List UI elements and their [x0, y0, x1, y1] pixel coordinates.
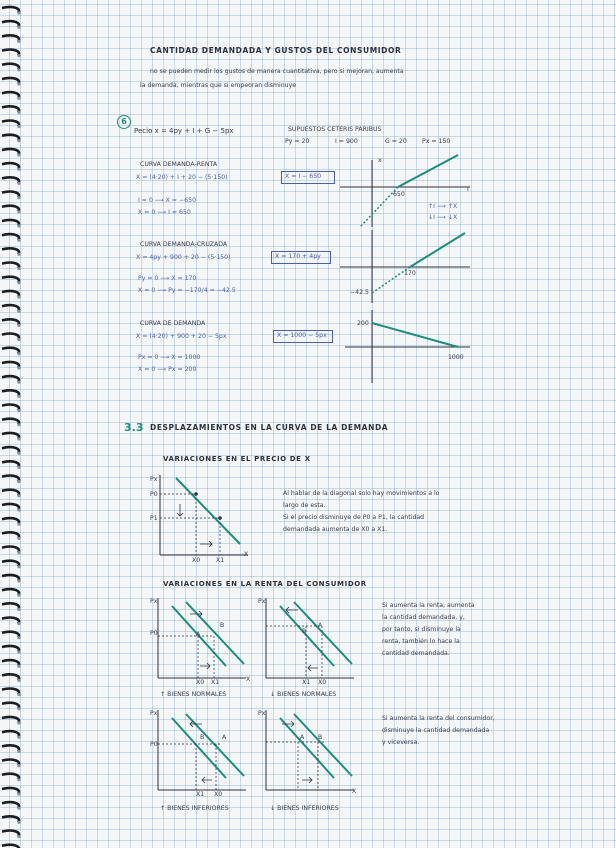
section-c-point-2: X = 0 ⟶ Px = 200	[138, 366, 197, 373]
spiral-hole	[17, 466, 20, 469]
spiral-hole	[17, 295, 20, 298]
spiral-ring	[2, 731, 19, 737]
g1-x0: X0	[196, 679, 205, 686]
sub1-text-1: Al hablar de la diagonal solo hay movimientos a lo	[283, 490, 440, 497]
spiral-ring	[2, 7, 19, 13]
spiral-ring	[2, 35, 19, 41]
spiral-ring	[2, 774, 19, 780]
g3-p0: P0	[150, 741, 158, 748]
section-3-3-number: 3.3	[124, 421, 144, 434]
spiral-hole	[17, 807, 20, 810]
spiral-ring	[2, 348, 19, 354]
spiral-hole	[17, 182, 20, 185]
graph-demanda-renta	[340, 155, 480, 230]
page-title: CANTIDAD DEMANDADA Y GUSTOS DEL CONSUMIDOR	[150, 46, 402, 55]
section-b-result: X = 170 + 4py	[275, 253, 321, 260]
spiral-ring	[2, 490, 19, 496]
spiral-ring	[2, 121, 19, 127]
sub1-text-3: Si el precio disminuye de P0 a P1, la cantidad	[283, 514, 425, 521]
sub1-x1: X1	[216, 557, 225, 564]
spiral-hole	[17, 480, 20, 483]
spiral-ring	[2, 788, 19, 794]
spiral-hole	[17, 736, 20, 739]
spiral-hole	[17, 267, 20, 270]
graph-inferior-down	[258, 708, 358, 798]
g1-x: X	[246, 676, 251, 683]
spiral-hole	[17, 594, 20, 597]
graph-c-label-2: 1000	[448, 354, 464, 361]
graph-c-label: 200	[357, 320, 369, 327]
spiral-ring	[2, 646, 19, 652]
sub2-text-8: y viceversa.	[382, 739, 420, 746]
spiral-ring	[2, 660, 19, 666]
spiral-hole	[17, 494, 20, 497]
g1-x1: X1	[211, 679, 220, 686]
sub2-title: VARIACIONES EN LA RENTA DEL CONSUMIDOR	[163, 580, 367, 588]
spiral-ring	[2, 135, 19, 141]
spiral-hole	[17, 168, 20, 171]
spiral-ring	[2, 163, 19, 169]
spiral-ring	[2, 632, 19, 638]
spiral-ring	[2, 589, 19, 595]
example-number: 6	[117, 115, 131, 129]
section-a-eq: X = (4·20) + I + 20 − (5·150)	[136, 174, 228, 181]
spiral-hole	[17, 650, 20, 653]
spiral-hole	[17, 125, 20, 128]
spiral-ring	[2, 575, 19, 581]
g4-b: B	[318, 734, 323, 741]
spiral-ring	[2, 461, 19, 467]
spiral-ring	[2, 703, 19, 709]
g1-p0: P0	[150, 630, 158, 637]
section-a-result: X = I − 650	[285, 173, 322, 180]
sub2-text-5: cantidad demandada.	[382, 650, 450, 657]
spiral-ring	[2, 433, 19, 439]
graph-b-label-2: −42.5	[350, 289, 369, 296]
graph-a-y-axis: x	[378, 157, 382, 164]
spiral-hole	[17, 665, 20, 668]
spiral-ring	[2, 518, 19, 524]
sub1-x-axis: X	[244, 551, 249, 558]
spiral-ring	[2, 802, 19, 808]
spiral-hole	[17, 622, 20, 625]
caption-normal-up: ↑ BIENES NORMALES	[160, 691, 227, 698]
spiral-ring	[2, 504, 19, 510]
assumption-py: Py = 20	[285, 138, 310, 145]
spiral-ring	[2, 476, 19, 482]
spiral-ring	[2, 64, 19, 70]
caption-inferior-down: ↓ BIENES INFERIORES	[270, 805, 339, 812]
spiral-hole	[17, 338, 20, 341]
intro-line-1: no se pueden medir los gustos de manera cuantitativa, pero si mejoran, aumenta	[150, 68, 404, 75]
spiral-hole	[17, 324, 20, 327]
section-a-title: CURVA DEMANDA-RENTA	[140, 161, 218, 168]
example-formula: Pecio x = 4py + I + G − 5px	[134, 127, 234, 135]
spiral-hole	[17, 437, 20, 440]
spiral-ring	[2, 192, 19, 198]
g2-x0: X0	[318, 679, 327, 686]
spiral-hole	[17, 139, 20, 142]
section-c-result: X = 1000 − 5px	[277, 332, 327, 339]
spiral-hole	[17, 210, 20, 213]
spiral-hole	[17, 565, 20, 568]
g4-x: X	[352, 788, 357, 795]
section-c-point-1: Px = 0 ⟶ X = 1000	[138, 354, 201, 361]
g3-a: A	[222, 734, 227, 741]
spiral-hole	[17, 835, 20, 838]
spiral-hole	[17, 395, 20, 398]
spiral-ring	[2, 234, 19, 240]
sub1-p0: P0	[150, 491, 158, 498]
section-c-eq: X = (4·20) + 900 + 20 − 5px	[136, 333, 227, 340]
spiral-ring	[2, 78, 19, 84]
spiral-hole	[17, 196, 20, 199]
spiral-hole	[17, 40, 20, 43]
g4-y: Px	[258, 710, 266, 717]
spiral-hole	[17, 608, 20, 611]
graph-inferior-up	[150, 708, 250, 798]
spiral-hole	[17, 281, 20, 284]
spiral-hole	[17, 764, 20, 767]
spiral-ring	[2, 831, 19, 837]
spiral-hole	[17, 11, 20, 14]
spiral-hole	[17, 636, 20, 639]
spiral-ring	[2, 376, 19, 382]
graph-a-x-axis: I	[467, 186, 469, 193]
spiral-hole	[17, 97, 20, 100]
spiral-hole	[17, 537, 20, 540]
spiral-hole	[17, 352, 20, 355]
spiral-ring	[2, 206, 19, 212]
section-b-point-1: Py = 0 ⟶ X = 170	[138, 275, 197, 282]
spiral-hole	[17, 310, 20, 313]
section-a-point-2: X = 0 ⟶ I = 650	[138, 209, 191, 216]
g3-y: Px	[150, 710, 158, 717]
section-c-title: CURVA DE DEMANDA	[140, 320, 206, 327]
graph-normal-down	[258, 596, 358, 686]
intro-line-2: la demanda, mientras que si empeoran disminuye	[140, 82, 297, 89]
assumption-px: Px = 150	[422, 138, 451, 145]
spiral-hole	[17, 778, 20, 781]
sub1-y-axis: Px	[150, 476, 158, 483]
spiral-hole	[17, 423, 20, 426]
spiral-hole	[17, 452, 20, 455]
assumption-i: I = 900	[335, 138, 358, 145]
graph-price-variation	[148, 470, 258, 565]
spiral-ring	[2, 745, 19, 751]
g2-y: Px	[258, 598, 266, 605]
spiral-hole	[17, 366, 20, 369]
spiral-hole	[17, 239, 20, 242]
spiral-ring	[2, 689, 19, 695]
sub1-x0: X0	[192, 557, 201, 564]
spiral-hole	[17, 693, 20, 696]
g1-a: A	[196, 631, 201, 638]
spiral-binding	[0, 0, 24, 848]
g3-x1: X1	[196, 791, 205, 798]
g3-b: B	[200, 734, 205, 741]
spiral-ring	[2, 561, 19, 567]
spiral-ring	[2, 717, 19, 723]
spiral-ring	[2, 419, 19, 425]
g2-b: B	[302, 628, 307, 635]
spiral-ring	[2, 816, 19, 822]
spiral-hole	[17, 551, 20, 554]
spiral-ring	[2, 334, 19, 340]
spiral-ring	[2, 177, 19, 183]
spiral-ring	[2, 674, 19, 680]
spiral-ring	[2, 92, 19, 98]
sub2-text-3: por tanto, si disminuye la	[382, 626, 461, 633]
sub2-text-2: la cantidad demandada, y,	[382, 614, 465, 621]
section-b-title: CURVA DEMANDA-CRUZADA	[140, 241, 228, 248]
spiral-hole	[17, 579, 20, 582]
spiral-hole	[17, 54, 20, 57]
graph-curva-demanda	[340, 305, 480, 385]
caption-inferior-up: ↑ BIENES INFERIORES	[160, 805, 229, 812]
section-3-3-title: DESPLAZAMIENTOS EN LA CURVA DE LA DEMANDA	[150, 423, 389, 432]
spiral-hole	[17, 409, 20, 412]
spiral-ring	[2, 405, 19, 411]
spiral-ring	[2, 547, 19, 553]
spiral-hole	[17, 224, 20, 227]
assumption-g: G = 20	[385, 138, 407, 145]
spiral-ring	[2, 603, 19, 609]
sub2-text-6: Si aumenta la renta del consumidor,	[382, 715, 495, 722]
spiral-ring	[2, 220, 19, 226]
spiral-ring	[2, 618, 19, 624]
spiral-hole	[17, 68, 20, 71]
graph-a-arrow-down: ↓I ⟶ ↓X	[428, 214, 458, 221]
spiral-hole	[17, 153, 20, 156]
assumptions-title: SUPUESTOS CETERIS PARIBUS	[288, 126, 382, 133]
spiral-ring	[2, 21, 19, 27]
graph-a-label: 650	[393, 191, 405, 198]
sub2-text-7: disminuye la cantidad demandada	[382, 727, 490, 734]
spiral-ring	[2, 390, 19, 396]
graph-normal-up	[150, 596, 250, 686]
spiral-ring	[2, 149, 19, 155]
spiral-ring	[2, 362, 19, 368]
spiral-ring	[2, 50, 19, 56]
spiral-ring	[2, 263, 19, 269]
sub2-text-1: Si aumenta la renta, aumenta	[382, 602, 475, 609]
spiral-hole	[17, 679, 20, 682]
spiral-ring	[2, 291, 19, 297]
spiral-hole	[17, 750, 20, 753]
spiral-ring	[2, 447, 19, 453]
g2-x1: X1	[302, 679, 311, 686]
section-b-eq: X = 4py + 900 + 20 − (5·150)	[136, 254, 231, 261]
sub1-text-2: largo de esta.	[283, 502, 326, 509]
section-a-point-1: I = 0 ⟶ X = −650	[138, 197, 197, 204]
g2-a: A	[318, 622, 323, 629]
spiral-ring	[2, 305, 19, 311]
sub1-title: VARIACIONES EN EL PRECIO DE X	[163, 455, 311, 463]
spiral-hole	[17, 523, 20, 526]
spiral-hole	[17, 111, 20, 114]
graph-a-arrow-up: ↑I ⟶ ↑X	[428, 203, 458, 210]
spiral-ring	[2, 319, 19, 325]
spiral-hole	[17, 721, 20, 724]
spiral-hole	[17, 253, 20, 256]
spiral-hole	[17, 508, 20, 511]
spiral-hole	[17, 707, 20, 710]
g3-x0: X0	[214, 791, 223, 798]
sub1-text-4: demandada aumenta de X0 a X1.	[283, 526, 388, 533]
spiral-hole	[17, 82, 20, 85]
g4-a: A	[300, 734, 305, 741]
section-b-point-2: X = 0 ⟶ Py = −170/4 = −42.5	[138, 287, 236, 294]
sub2-text-4: renta, también lo hace la	[382, 638, 460, 645]
spiral-ring	[2, 532, 19, 538]
spiral-hole	[17, 821, 20, 824]
spiral-ring	[2, 248, 19, 254]
spiral-hole	[17, 381, 20, 384]
g1-b: B	[220, 622, 225, 629]
spiral-hole	[17, 792, 20, 795]
spiral-ring	[2, 277, 19, 283]
spiral-hole	[17, 26, 20, 29]
caption-normal-down: ↓ BIENES NORMALES	[270, 691, 337, 698]
spiral-ring	[2, 106, 19, 112]
sub1-p1: P1	[150, 515, 158, 522]
spiral-ring	[2, 760, 19, 766]
g1-y: Px	[150, 598, 158, 605]
graph-b-label: 170	[404, 270, 416, 277]
